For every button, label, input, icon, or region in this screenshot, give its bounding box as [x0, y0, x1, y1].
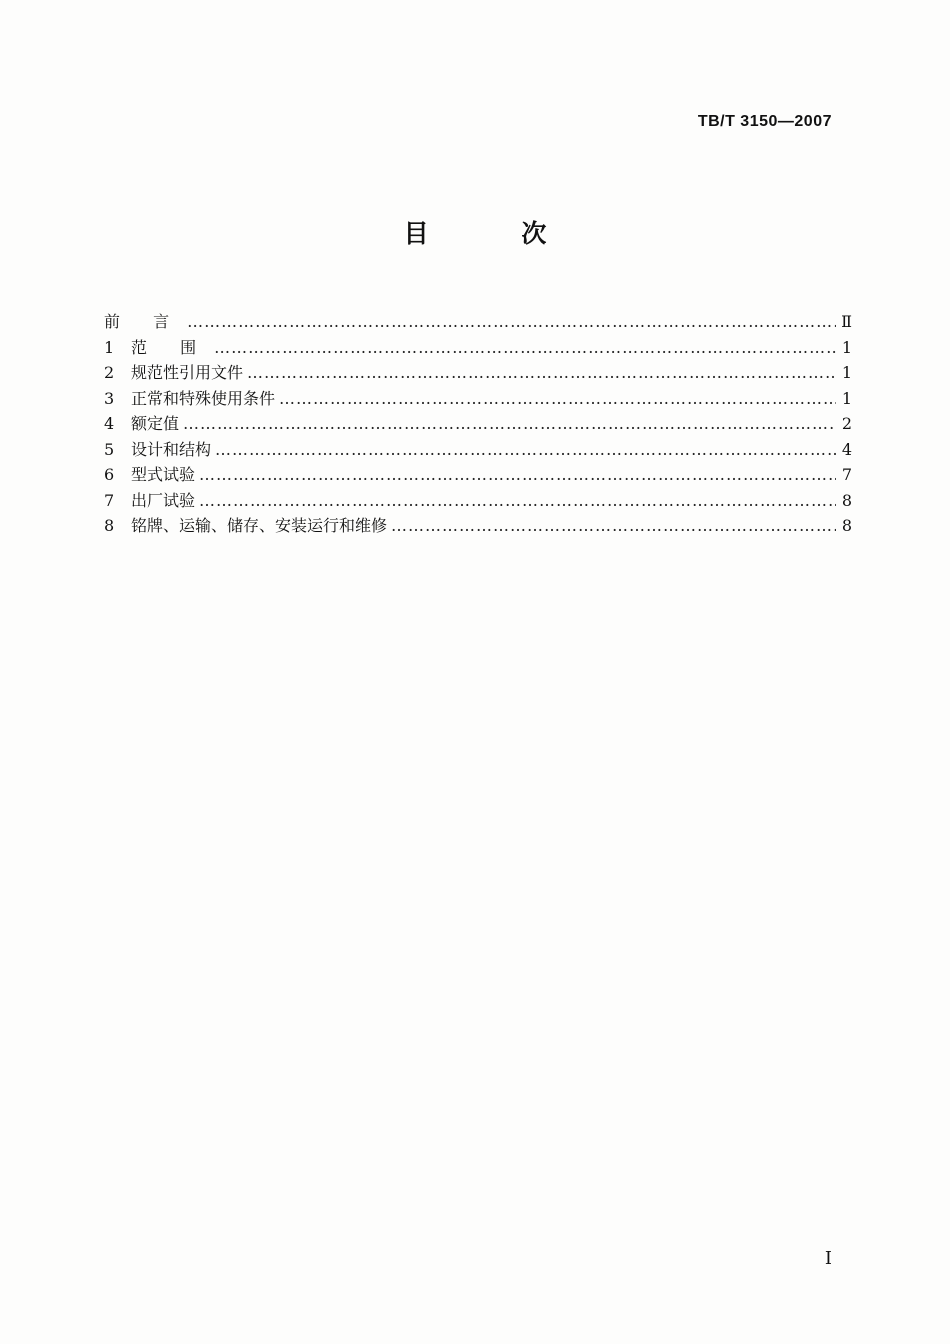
toc-entry-label: 规范性引用文件 — [131, 363, 244, 382]
toc-entry-page: 7 — [841, 465, 852, 484]
toc-entry-number: 2 — [104, 363, 115, 382]
toc-entry-design-construction[interactable] — [104, 437, 852, 463]
toc-entry-number: 1 — [104, 337, 115, 357]
toc-entry-number: 8 — [104, 516, 115, 535]
page-number: Ⅰ — [824, 1248, 832, 1269]
toc-entry-nameplate-transport[interactable] — [104, 513, 852, 539]
toc-entry-routine-tests[interactable] — [104, 488, 852, 514]
toc-leader-dots — [199, 491, 836, 510]
toc-entry-service-conditions[interactable] — [104, 386, 852, 412]
toc-leader-dots — [215, 440, 836, 459]
toc-entry-number: 6 — [104, 465, 115, 484]
toc-entry-page: 1 — [841, 388, 852, 408]
toc-entry-page: 8 — [841, 490, 852, 510]
toc-entry-label: 正常和特殊使用条件 — [131, 388, 276, 408]
toc-leader-dots — [279, 389, 836, 408]
toc-entry-page: 1 — [841, 363, 852, 382]
toc-leader-dots — [183, 414, 836, 433]
standard-code: TB/T 3150—2007 — [697, 113, 832, 130]
toc-entry-number: 7 — [104, 490, 115, 510]
toc-entry-scope[interactable] — [104, 335, 852, 361]
toc-entry-page: Ⅱ — [841, 312, 852, 331]
toc-leader-dots — [391, 516, 836, 535]
toc-entry-page: 2 — [841, 414, 852, 433]
toc-leader-dots — [214, 338, 836, 357]
toc-entry-label: 出厂试验 — [131, 490, 196, 510]
toc-entry-number: 5 — [104, 439, 115, 459]
toc-title: 目 次 — [403, 219, 589, 248]
toc-leader-dots — [247, 363, 836, 382]
toc-leader-dots — [187, 312, 836, 331]
toc-entry-label: 前 言 — [104, 312, 184, 331]
toc-entry-label: 设计和结构 — [131, 439, 212, 459]
toc-entry-number: 3 — [104, 388, 115, 408]
toc-entry-ratings[interactable] — [104, 411, 852, 437]
toc-leader-dots — [199, 465, 836, 484]
toc-entry-page: 4 — [841, 439, 852, 459]
toc-entry-normative-references[interactable] — [104, 360, 852, 386]
table-of-contents — [104, 309, 852, 539]
toc-entry-label: 范 围 — [131, 337, 211, 357]
toc-entry-type-tests[interactable] — [104, 462, 852, 488]
toc-entry-foreword[interactable] — [104, 309, 852, 335]
toc-entry-page: 8 — [841, 516, 852, 535]
toc-entry-page: 1 — [841, 337, 852, 357]
toc-entry-label: 额定值 — [131, 414, 180, 433]
toc-entry-number: 4 — [104, 414, 115, 433]
toc-entry-label: 型式试验 — [131, 465, 196, 484]
toc-entry-label: 铭牌、运输、储存、安装运行和维修 — [131, 516, 388, 535]
